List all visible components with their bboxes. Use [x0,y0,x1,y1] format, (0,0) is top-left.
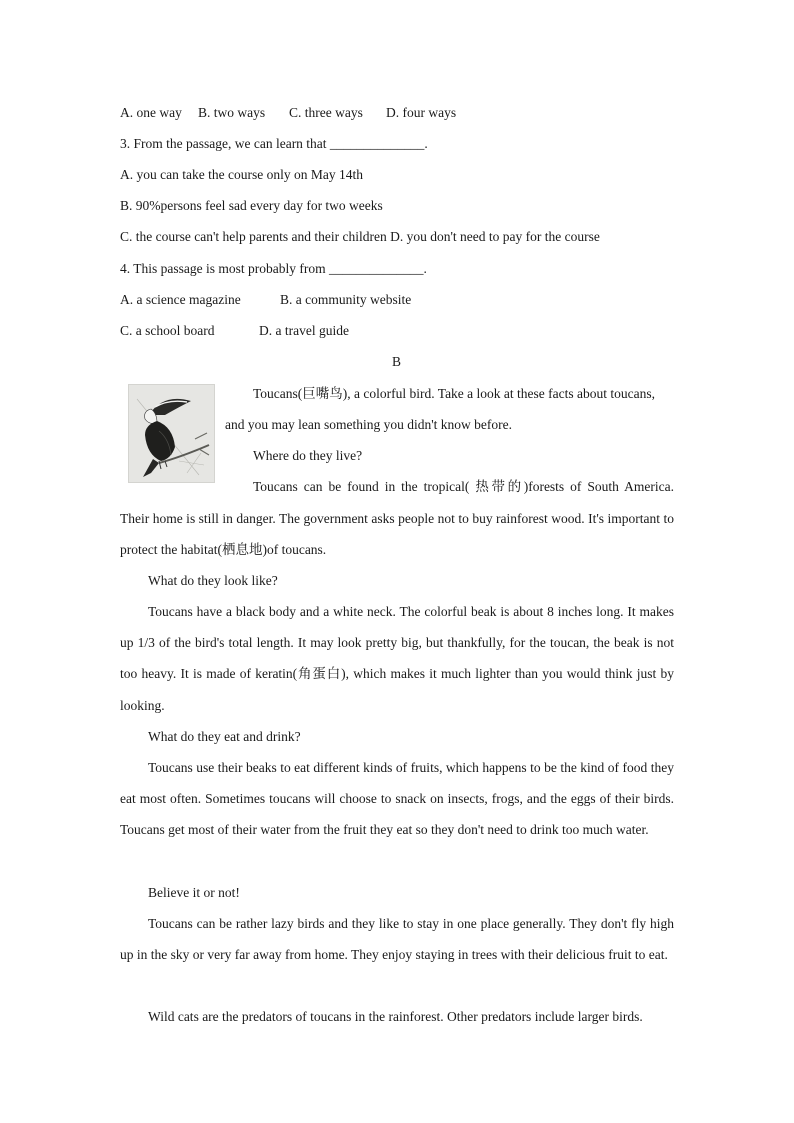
question-3-option-b: B. 90%persons feel sad every day for two weeks [120,198,383,213]
paragraph-4-text: Toucans can be rather lazy birds and they like to stay in one place generally. They don't fly high up in the sky or very far away from home. They enjoy staying in trees with their delicious fruit to eat. [120,916,674,963]
heading-where-they-live: Where do they live? [253,448,363,463]
intro-line-1: Toucans(巨嘴鸟), a colorful bird. Take a look at these facts about toucans, [253,386,655,401]
option-b: B. a community website [280,292,412,307]
paragraph-1: Their home is still in danger. The government asks people not to buy rainforest wood. It's important to protect the habitat(栖息地)of toucans. [120,511,674,558]
paragraph-5-text: Wild cats are the predators of toucans in the rainforest. Other predators include larger birds. [148,1009,643,1024]
option-d: D. four ways [386,105,457,120]
option-a: A. one way [120,105,182,120]
heading-appearance: What do they look like? [148,573,278,588]
option-b: B. two ways [198,105,266,120]
paragraph-5 [120,1001,674,1032]
option-a: A. a science magazine [120,292,241,307]
option-d: D. a travel guide [259,323,349,338]
toucan-icon [129,385,214,482]
option-c: C. three ways [289,105,363,120]
paragraph-2 [120,596,674,721]
question-4-stem: 4. This passage is most probably from ______________. [120,261,427,276]
intro-line-2: and you may lean something you didn't know before. [225,417,513,432]
paragraph-1-first-line: Toucans can be found in the tropical( 热带的)forests of South America. [253,479,674,494]
paragraph-2-text: Toucans have a black body and a white neck. The colorful beak is about 8 inches long. It makes up 1/3 of the bird's total length. It may look pretty big, but thankfully, for the toucan, the beak is not too heavy. It is made of keratin(角蛋白), which makes it much lighter than you would think just by looking. [120,604,674,713]
option-c: C. a school board [120,323,215,338]
paragraph-3-text: Toucans use their beaks to eat different kinds of fruits, which happens to be the kind of food they eat most often. Sometimes toucans will choose to snack on insects, frogs, and the eggs of their birds. Toucans get most of their water from the fruit they eat so they don't need to drink too much water. [120,760,674,838]
question-3-option-cd: C. the course can't help parents and their children D. you don't need to pay for the course [120,229,600,244]
question-3-option-a: A. you can take the course only on May 14th [120,167,363,182]
paragraph-3 [120,752,674,846]
paragraph-4 [120,908,674,970]
heading-diet: What do they eat and drink? [148,729,301,744]
toucan-illustration [128,384,215,483]
question-3-stem: 3. From the passage, we can learn that ______________. [120,136,428,151]
heading-believe-it: Believe it or not! [148,885,240,900]
section-label: B [392,354,402,369]
